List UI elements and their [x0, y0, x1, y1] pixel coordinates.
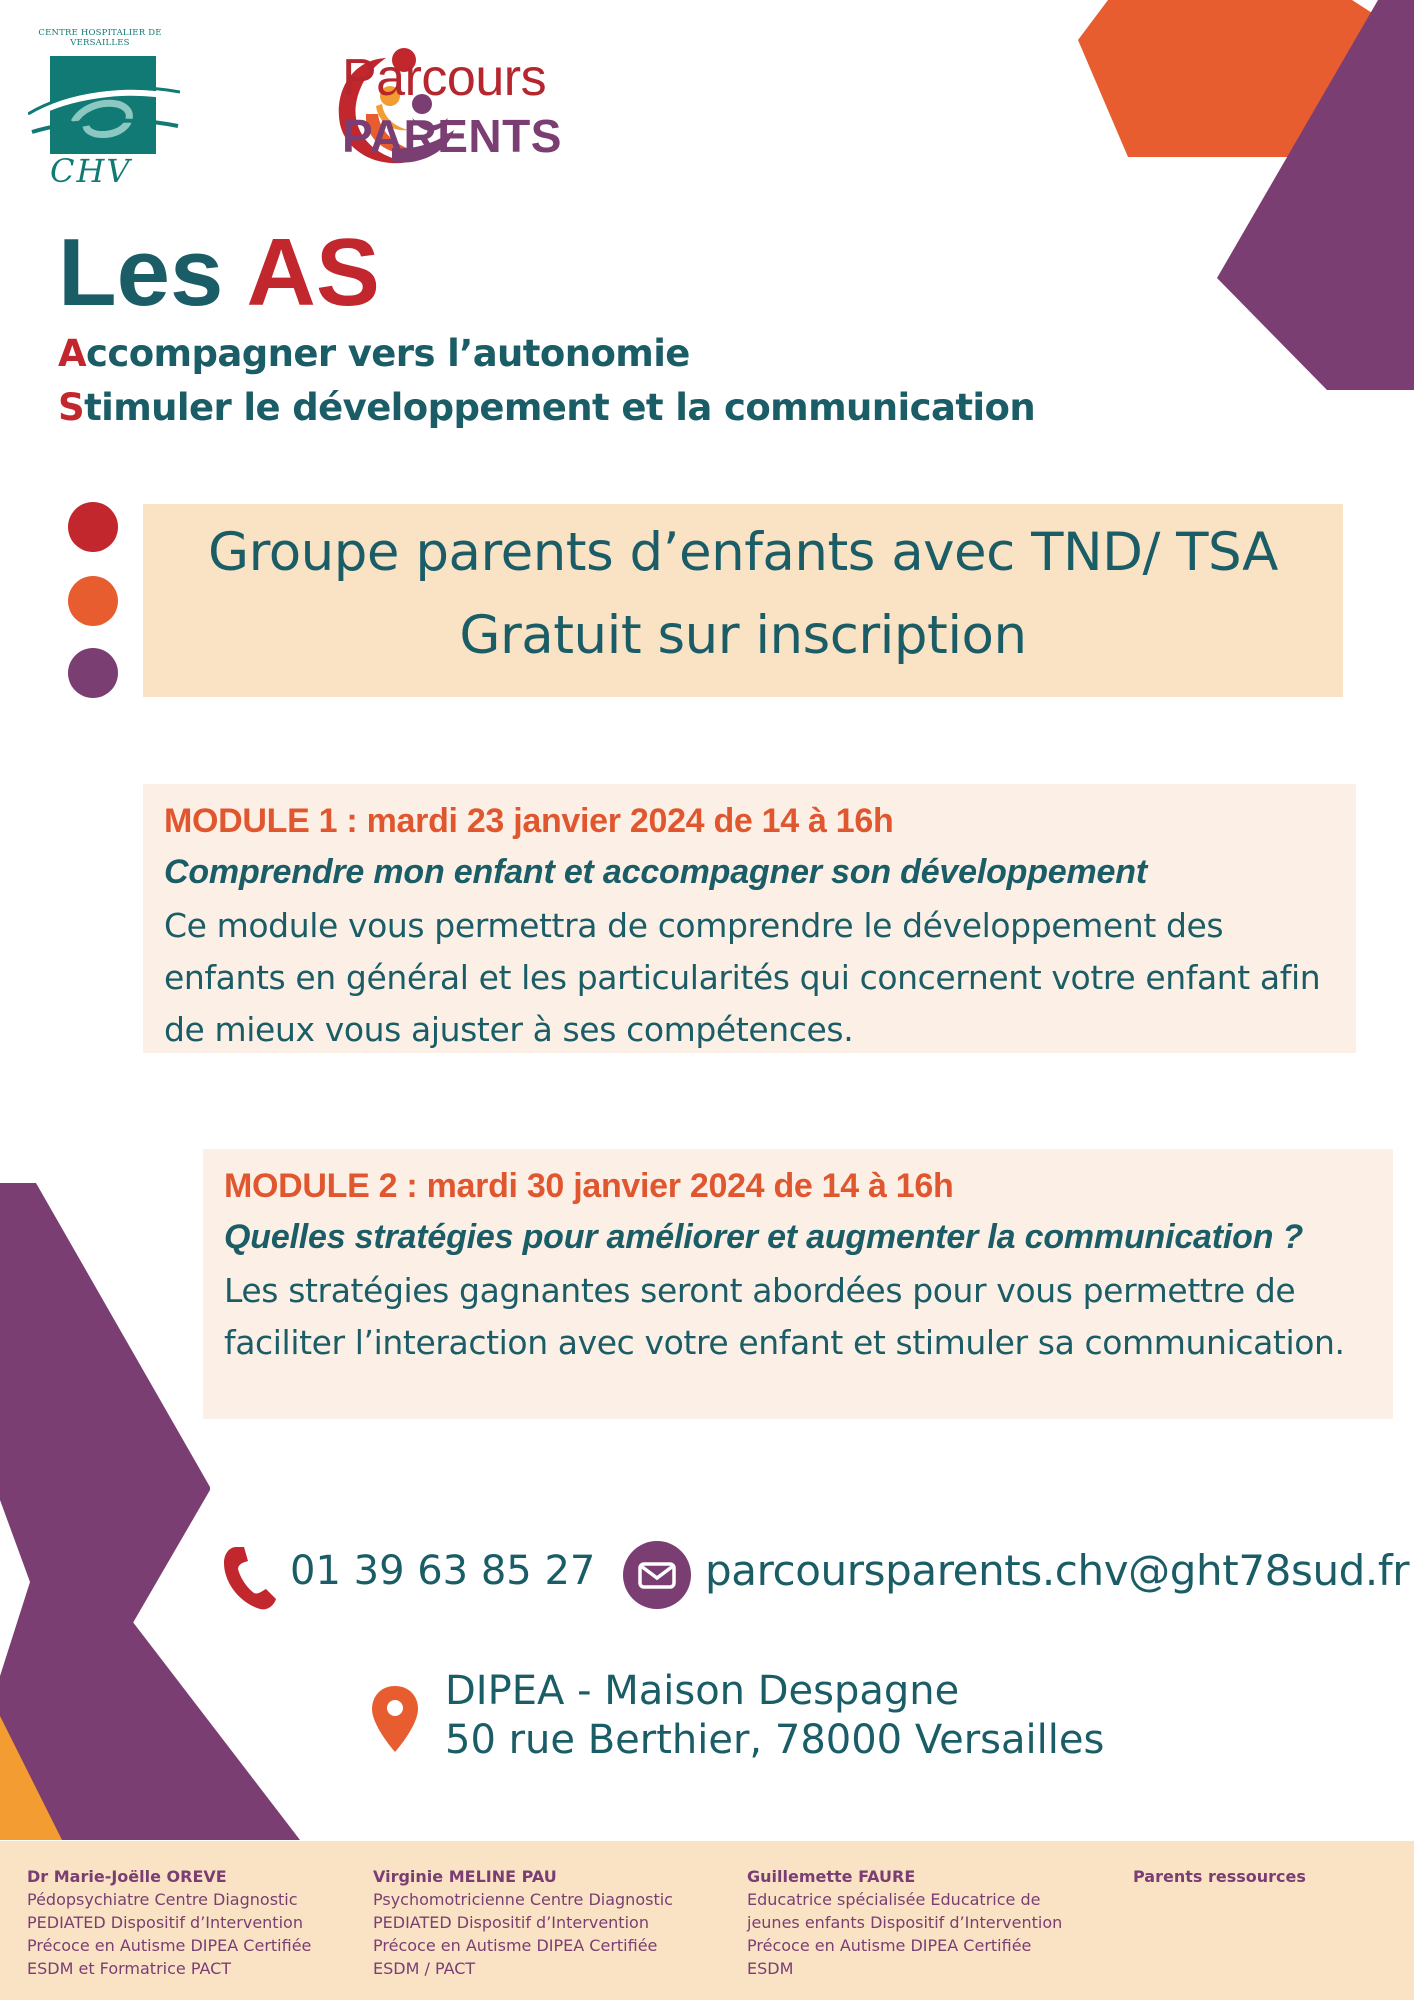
module-2-subtitle: Quelles stratégies pour améliorer et augmenter la communication ?: [224, 1218, 1304, 1256]
footer-contributor-2: [373, 1865, 693, 1980]
purple-bullet-dot: [68, 648, 118, 698]
contributor-name: Dr Marie-Joëlle OREVE: [27, 1867, 227, 1886]
parcours-parents-logo-line1: Parcours: [342, 49, 547, 107]
module-2-body: Les stratégies gagnantes seront abordées pour vous permettre de faciliter l’interaction avec votre enfant et stimuler sa communication.: [224, 1271, 1345, 1362]
mail-icon: [623, 1541, 691, 1609]
email-address[interactable]: parcoursparents.chv@ght78sud.fr: [705, 1546, 1410, 1595]
module-2-box: [203, 1149, 1393, 1419]
contributor-description: Educatrice spécialisée Educatrice de jeunes enfants Dispositif d’Intervention Précoce en Autisme DIPEA Certifiée ESDM: [747, 1890, 1063, 1978]
subtitle-line-1: [58, 332, 690, 375]
red-bullet-dot: [68, 502, 118, 552]
contributor-description: Psychomotricienne Centre Diagnostic PEDIATED Dispositif d’Intervention Précoce en Autisme DIPEA Certifiée ESDM / PACT: [373, 1890, 673, 1978]
footer-contributor-3: [747, 1865, 1067, 1980]
address-line-2: 50 rue Berthier, 78000 Versailles: [445, 1717, 1105, 1763]
phone-number[interactable]: 01 39 63 85 27: [290, 1548, 596, 1594]
contributor-name: Virginie MELINE PAU: [373, 1867, 557, 1886]
contributor-description: Pédopsychiatre Centre Diagnostic PEDIATED Dispositif d’Intervention Précoce en Autisme DIPEA Certifiée ESDM et Formatrice PACT: [27, 1890, 312, 1978]
module-1-subtitle: Comprendre mon enfant et accompagner son développement: [164, 853, 1147, 891]
subtitle-line-2-initial: S: [58, 386, 85, 429]
contributor-name: Parents ressources: [1133, 1867, 1306, 1886]
module-1-body: Ce module vous permettra de comprendre le développement des enfants en général et les particularités qui concernent votre enfant afin de mieux vous ajuster à ses compétences.: [164, 906, 1321, 1049]
title-prefix: Les: [58, 219, 247, 326]
page-title: [58, 218, 380, 328]
footer: [0, 1841, 1414, 2000]
address-line-1: DIPEA - Maison Despagne: [445, 1668, 960, 1714]
subtitle-line-1-initial: A: [58, 332, 87, 375]
module-2-heading: MODULE 2 : mardi 30 janvier 2024 de 14 à 16h: [224, 1167, 954, 1205]
chv-logo-name: CENTRE HOSPITALIER DE VERSAILLES: [38, 28, 162, 48]
parcours-parents-logo-line2: PARENTS: [342, 110, 562, 162]
group-info-box: [143, 504, 1343, 697]
module-1-heading: MODULE 1 : mardi 23 janvier 2024 de 14 à 16h: [164, 802, 894, 840]
group-registration: Gratuit sur inscription: [459, 605, 1027, 666]
phone-icon: [222, 1543, 278, 1611]
module-1-box: [143, 784, 1356, 1053]
contributor-name: Guillemette FAURE: [747, 1867, 916, 1886]
chv-logo-letters: CHV: [50, 152, 132, 190]
title-highlight: AS: [246, 219, 380, 326]
subtitle-line-1-text: ccompagner vers l’autonomie: [86, 332, 690, 375]
location-pin-icon: [370, 1684, 420, 1754]
subtitle-line-2-text: timuler le développement et la communication: [84, 386, 1036, 429]
orange-bullet-dot: [68, 576, 118, 626]
subtitle-line-2: [58, 386, 1035, 429]
footer-contributor-4: [1133, 1865, 1393, 1888]
group-description: Groupe parents d’enfants avec TND/ TSA: [208, 522, 1278, 583]
footer-contributor-1: [27, 1865, 347, 1980]
